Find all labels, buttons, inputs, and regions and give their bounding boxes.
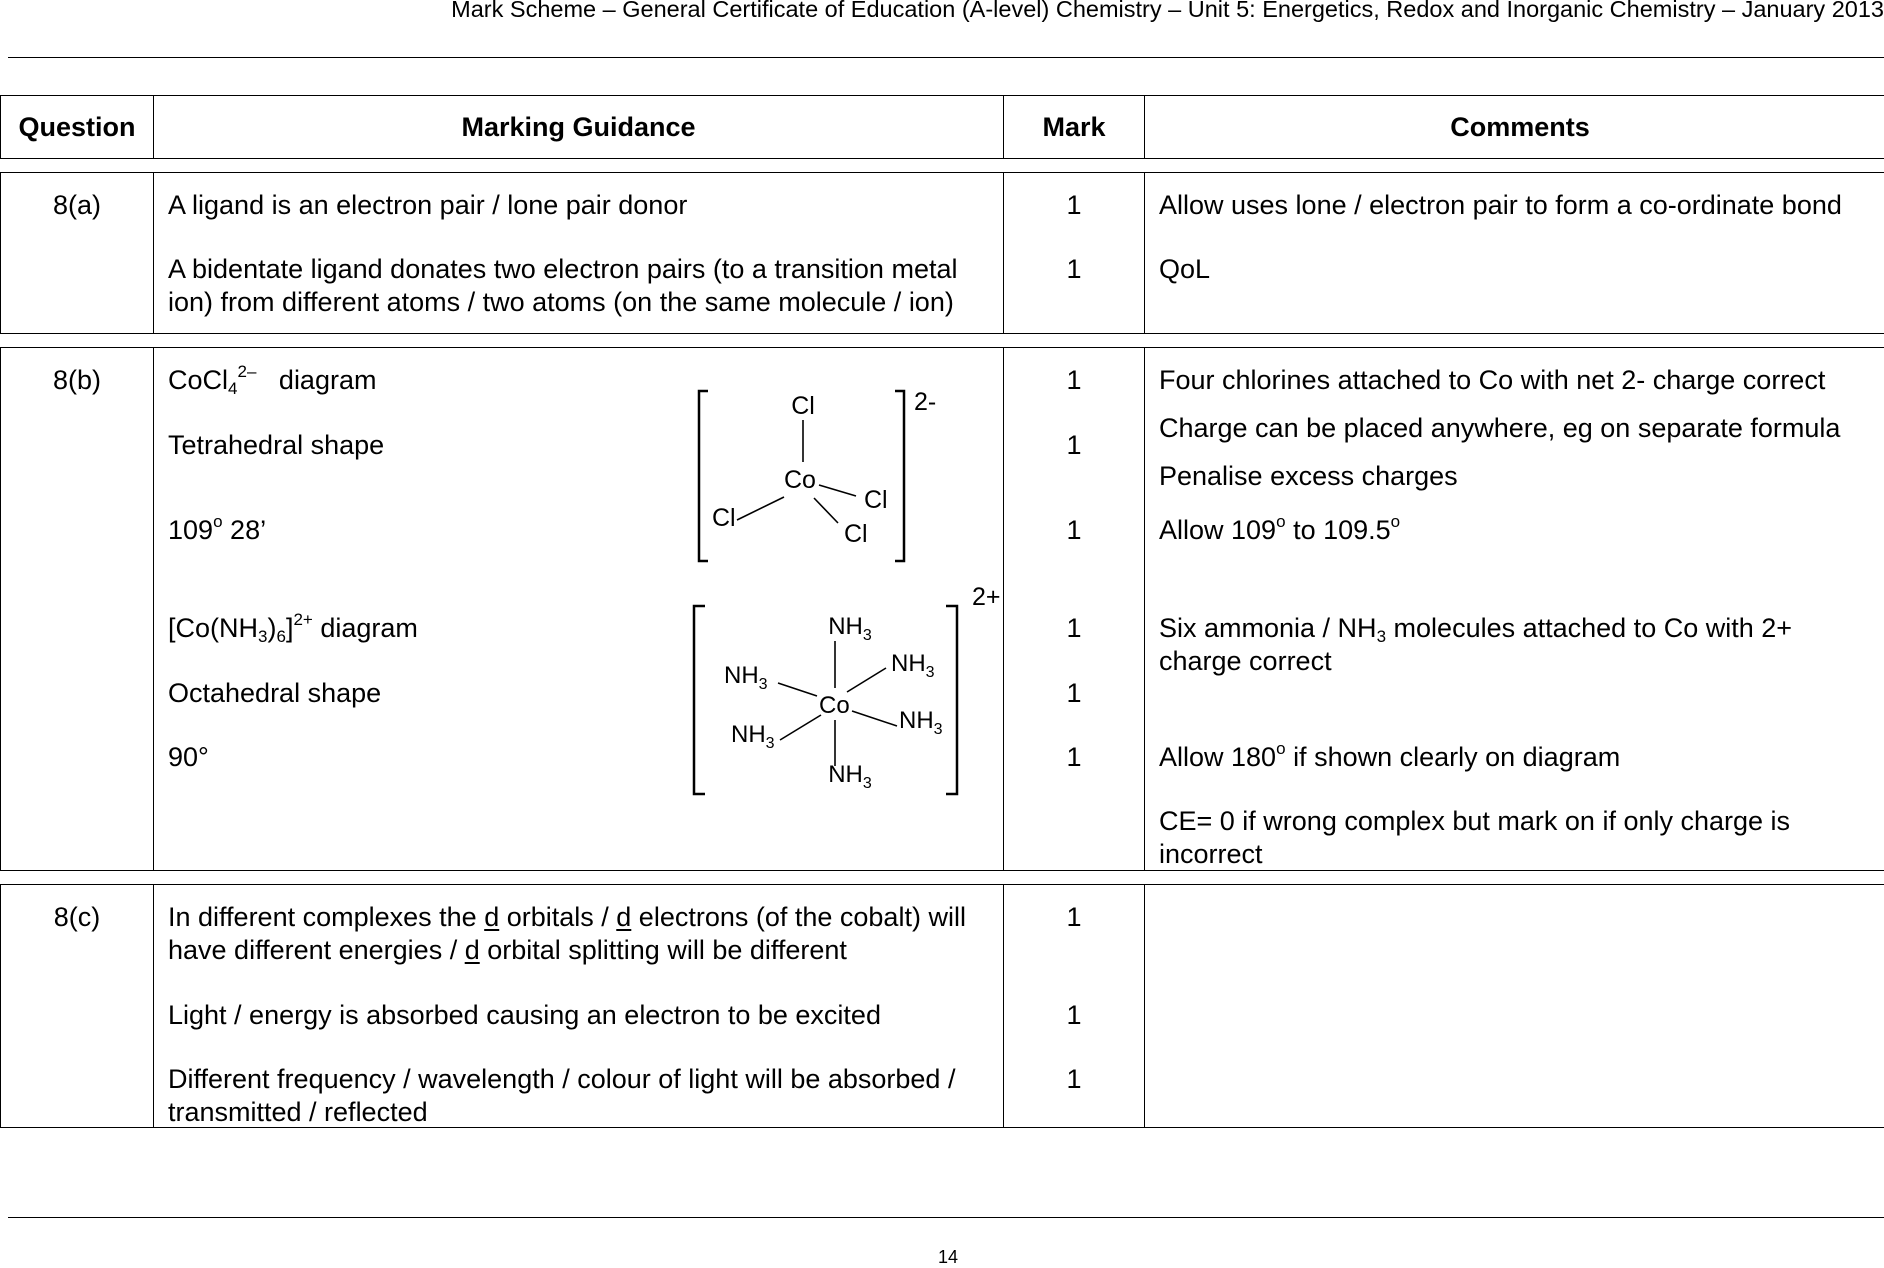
octahedral-shape: Octahedral shape xyxy=(168,677,381,710)
page-header: Mark Scheme – General Certificate of Education (A-level) Chemistry – Unit 5: Energetics, Redox and Inorganic Chemistry – January 2013 xyxy=(451,0,1884,23)
page-number: 14 xyxy=(0,1247,1884,1268)
comment-text: Allow uses lone / electron pair to form a co-ordinate bond xyxy=(1159,189,1842,222)
footer-rule xyxy=(8,1217,1884,1218)
co-atom: Co xyxy=(784,466,816,494)
guidance-text: A bidentate ligand donates two electron pairs (to a transition metal ion) from different atoms / two atoms (on the same molecule / ion) xyxy=(168,253,988,319)
tetra-charge: 2- xyxy=(914,388,936,416)
conh3-octahedral-diagram xyxy=(154,348,1003,870)
nh3-ligand-bottom: $NH_3$ xyxy=(828,761,872,792)
col-marking-guidance: Marking Guidance xyxy=(154,96,1004,159)
comment-text: Four chlorines attached to Co with net 2- charge correct xyxy=(1159,364,1825,397)
comment-text: Penalise excess charges xyxy=(1159,460,1458,493)
guidance-text: A ligand is an electron pair / lone pair donor xyxy=(168,189,687,222)
mark-value: 1 xyxy=(1004,677,1144,710)
co-atom-octa: Co xyxy=(819,692,850,719)
mark-value: 1 xyxy=(1004,364,1144,397)
comment-text: Charge can be placed anywhere, eg on separate formula xyxy=(1159,412,1840,445)
comment-text: CE= 0 if wrong complex but mark on if only charge is incorrect xyxy=(1159,805,1819,871)
cl-atom-right: Cl xyxy=(864,486,888,514)
comment-text: QoL xyxy=(1159,253,1210,286)
row-8a xyxy=(0,172,1884,334)
nh3-ligand-upper-right: $NH_3$ xyxy=(891,650,935,681)
mark-value: 1 xyxy=(1004,612,1144,645)
mark-value: 1 xyxy=(1004,514,1144,547)
nh3-ligand-top: $NH_3$ xyxy=(828,613,872,644)
cl-atom-top: Cl xyxy=(791,392,815,420)
column-header-table xyxy=(0,95,1884,159)
guidance-text: In different complexes the d orbitals / d electrons (of the cobalt) will have different energies / d orbital splitting will be different xyxy=(168,901,988,967)
cl-atom-bottom: Cl xyxy=(844,520,868,548)
comment-text: Six ammonia / $NH_3$ molecules attached to Co with 2+ charge correct xyxy=(1159,612,1799,678)
comment-text: Allow 109$^o$ to 109.5$^o$ xyxy=(1159,514,1400,547)
comment-text: Allow 180$^o$ if shown clearly on diagram xyxy=(1159,741,1620,774)
question-label: 8(c) xyxy=(1,901,153,934)
mark-value: 1 xyxy=(1004,741,1144,774)
col-mark: Mark xyxy=(1004,96,1145,159)
cl-atom-left: Cl xyxy=(712,504,736,532)
guidance-text: Different frequency / wavelength / colour of light will be absorbed / transmitted / reflected xyxy=(168,1063,988,1129)
bond-angle-90: 90° xyxy=(168,741,209,774)
nh3-ligand-left: $NH_3$ xyxy=(724,662,768,693)
mark-value: 1 xyxy=(1004,901,1144,934)
col-question: Question xyxy=(1,96,154,159)
mark-value: 1 xyxy=(1004,1063,1144,1096)
col-comments: Comments xyxy=(1145,96,1884,159)
mark-value: 1 xyxy=(1004,429,1144,462)
header-rule xyxy=(8,57,1884,58)
nh3-ligand-lower-right: $NH_3$ xyxy=(899,707,943,738)
octa-charge: 2+ xyxy=(972,583,1001,611)
question-label: 8(a) xyxy=(1,189,153,222)
row-8b xyxy=(0,347,1884,871)
conh3-formula: $[Co(NH_3)_6]^{2+}$ diagram xyxy=(168,612,418,645)
mark-value: 1 xyxy=(1004,253,1144,286)
tetrahedral-shape: Tetrahedral shape xyxy=(168,429,384,462)
nh3-ligand-lower-left: $NH_3$ xyxy=(731,721,775,752)
cocl4-formula: CoCl$_4^{2-}$ diagram xyxy=(168,364,376,397)
bond-angle-109: 109$^o$ 28’ xyxy=(168,514,266,547)
mark-value: 1 xyxy=(1004,189,1144,222)
guidance-text: Light / energy is absorbed causing an electron to be excited xyxy=(168,999,881,1032)
question-label: 8(b) xyxy=(1,364,153,397)
mark-value: 1 xyxy=(1004,999,1144,1032)
row-8c xyxy=(0,884,1884,1128)
